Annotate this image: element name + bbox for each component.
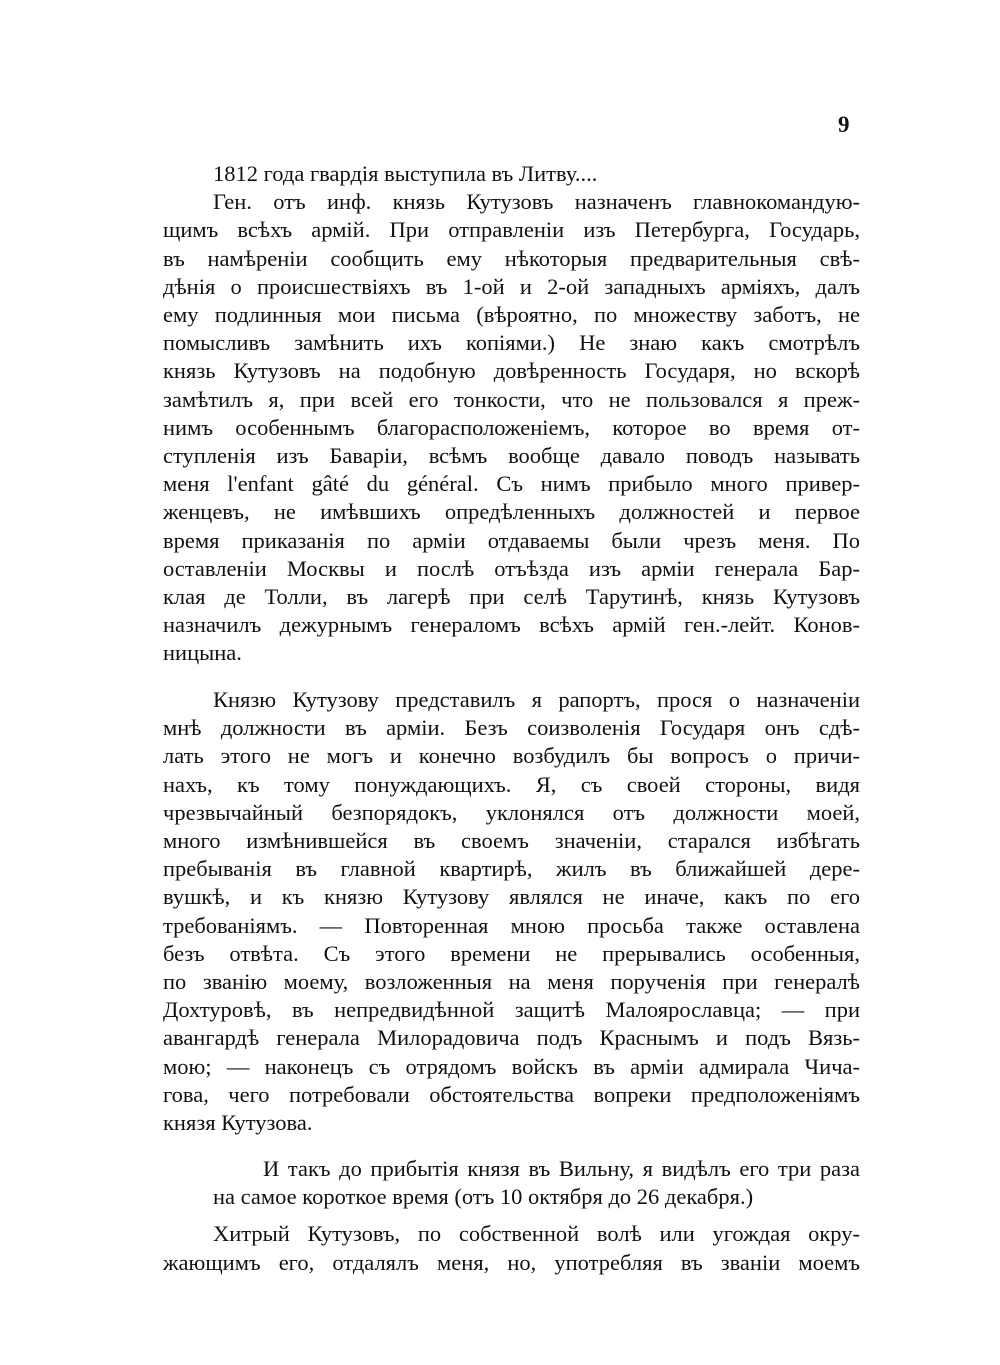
text-line: пребыванія въ главной квартирѣ, жилъ въ ближайшей дере- xyxy=(163,856,860,882)
text-line: клая де Толли, въ лагерѣ при селѣ Тарутинѣ, князь Кутузовъ xyxy=(163,584,860,610)
paragraph-3 xyxy=(163,686,860,1137)
text-line: ницына. xyxy=(163,640,242,666)
text-line: ступленія изъ Баваріи, всѣмъ вообще давало поводъ называть xyxy=(163,443,860,469)
text-line: мою; — наконецъ съ отрядомъ войскъ въ арміи адмирала Чича- xyxy=(163,1053,860,1079)
text-line: чрезвычайный безпорядокъ, уклонялся отъ должности моей, xyxy=(163,799,860,825)
text-line: Ген. отъ инф. князь Кутузовъ назначенъ главнокомандую- xyxy=(213,189,860,215)
text-line: авангардѣ генерала Милорадовича подъ Краснымъ и подъ Вязь- xyxy=(163,1025,860,1051)
text-block-bottom xyxy=(163,1155,860,1277)
text-line: князя Кутузова. xyxy=(163,1110,313,1136)
text-line: 1812 года гвардія выступила въ Литву.... xyxy=(213,161,598,186)
text-line: жающимъ его, отдалялъ меня, но, употребляя въ званіи моемъ xyxy=(163,1249,860,1275)
text-line: лать этого не могъ и конечно возбудилъ бы вопросъ о причи- xyxy=(163,743,860,769)
text-line: Дохтуровѣ, въ непредвидѣнной защитѣ Малоярославца; — при xyxy=(163,997,860,1023)
text-line: по званію моему, возложенныя на меня порученія при генералѣ xyxy=(163,969,860,995)
text-line: ему подлинныя мои письма (вѣроятно, по множеству заботъ, не xyxy=(163,302,860,328)
text-line: князь Кутузовъ на подобную довѣренность Государя, но вскорѣ xyxy=(163,358,860,384)
paragraph-5 xyxy=(163,1220,860,1276)
paragraph-2 xyxy=(163,188,860,667)
text-line: безъ отвѣта. Съ этого времени не прерывались особенныя, xyxy=(163,940,860,966)
text-line: вушкѣ, и къ князю Кутузову являлся не иначе, какъ по его xyxy=(163,884,860,910)
text-line: замѣтилъ я, при всей его тонкости, что не пользовался я преж- xyxy=(163,386,860,412)
text-block-middle xyxy=(163,686,860,1137)
text-line: нахъ, къ тому понуждающихъ. Я, съ своей стороны, видя xyxy=(163,771,860,797)
text-line: нимъ особеннымъ благорасположеніемъ, которое во время от- xyxy=(163,414,860,440)
text-line: время приказанія по арміи отдаваемы были чрезъ меня. По xyxy=(163,527,860,553)
text-line: на самое короткое время (отъ 10 октября до 26 декабря.) xyxy=(213,1184,754,1210)
text-line: много измѣнившейся въ своемъ значеніи, старался избѣгать xyxy=(163,828,860,854)
page-number: 9 xyxy=(838,112,850,137)
text-line: щимъ всѣхъ армій. При отправленіи изъ Петербурга, Государь, xyxy=(163,217,860,243)
text-line: назначилъ дежурнымъ генераломъ всѣхъ армій ген.-лейт. Конов- xyxy=(163,612,860,638)
paragraph-1 xyxy=(163,160,860,188)
text-line: дѣнія о происшествіяхъ въ 1-ой и 2-ой западныхъ арміяхъ, далъ xyxy=(163,273,860,299)
text-line: мнѣ должности въ арміи. Безъ соизволенія Государя онъ сдѣ- xyxy=(163,715,860,741)
text-line: требованіямъ. — Повторенная мною просьба также оставлена xyxy=(163,912,860,938)
text-line: Хитрый Кутузовъ, по собственной волѣ или угождая окру- xyxy=(213,1221,860,1247)
text-line: И такъ до прибытія князя въ Вильну, я видѣлъ его три раза xyxy=(263,1156,860,1181)
text-line: женцевъ, не имѣвшихъ опредѣленныхъ должностей и первое xyxy=(163,499,860,525)
text-block-top xyxy=(163,160,860,668)
text-line: помысливъ замѣнить ихъ копіями.) Не знаю какъ смотрѣлъ xyxy=(163,330,860,356)
text-line: Князю Кутузову представилъ я рапортъ, прося о назначеніи xyxy=(213,687,860,712)
text-line: меня l'enfant gâté du général. Съ нимъ прибыло много привер- xyxy=(163,471,860,497)
text-line: гова, чего потребовали обстоятельства вопреки предположеніямъ xyxy=(163,1081,860,1107)
paragraph-4 xyxy=(163,1155,860,1211)
text-line: въ намѣреніи сообщить ему нѣкоторыя предварительныя свѣ- xyxy=(163,245,860,271)
text-line: оставленіи Москвы и послѣ отъѣзда изъ арміи генерала Бар- xyxy=(163,555,860,581)
